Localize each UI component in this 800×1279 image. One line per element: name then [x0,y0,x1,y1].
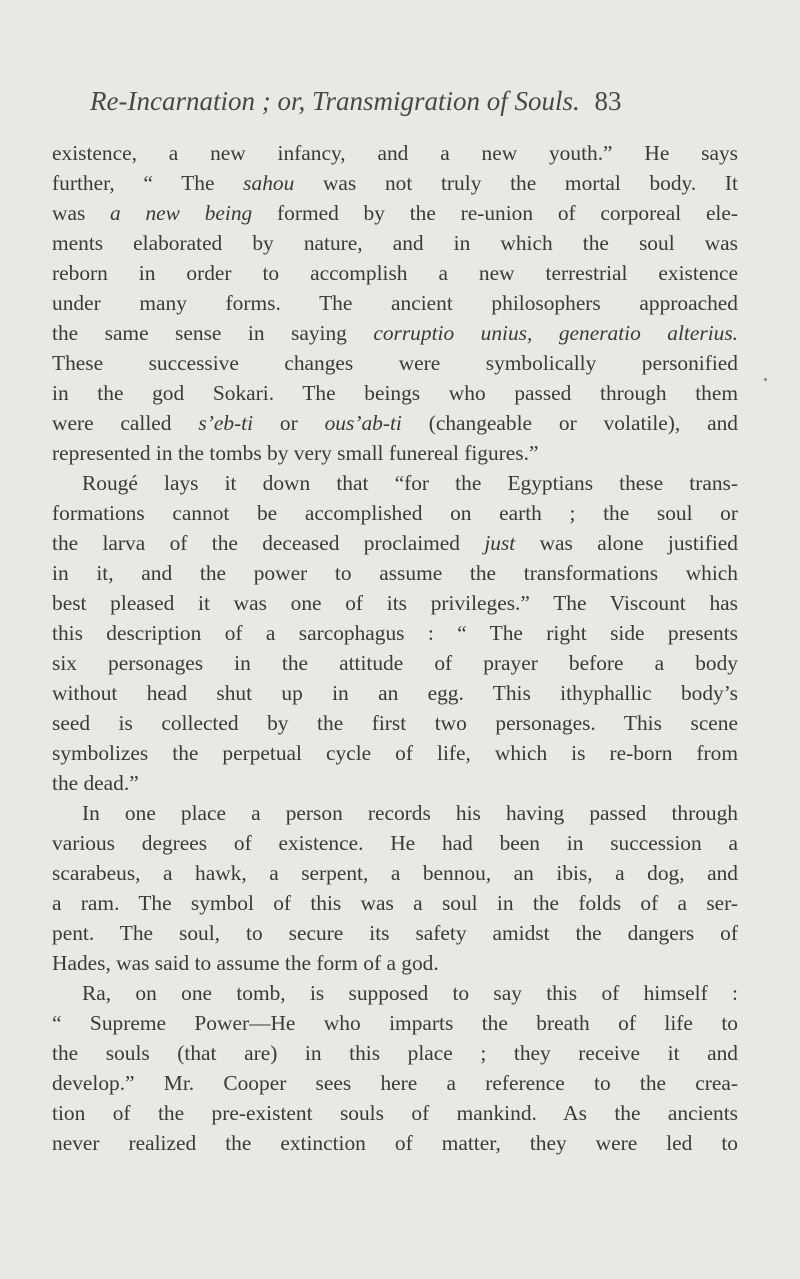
text-line: “ Supreme Power—He who imparts the breath of life to [52,1011,738,1035]
text-line: a ram. The symbol of this was a soul in the folds of a ser- [52,891,738,915]
text-line: reborn in order to accomplish a new terrestrial existence [52,261,738,285]
text-line: six personages in the attitude of prayer before a body [52,651,738,675]
text-line: never realized the extinction of matter, they were led to [52,1131,738,1155]
text-line: best pleased it was one of its privileges.” The Viscount has [52,591,738,615]
text-line: symbolizes the perpetual cycle of life, which is re-born from [52,741,738,765]
running-header [90,86,730,126]
body-text [52,138,738,1158]
text-line: were called s’eb-ti or ous’ab-ti (changeable or volatile), and [52,411,738,435]
text-line: various degrees of existence. He had been in succession a [52,831,738,855]
running-title: Re-Incarnation ; or, Transmigration of Souls. [90,86,580,116]
text-line: seed is collected by the first two personages. This scene [52,711,738,735]
text-line: Ra, on one tomb, is supposed to say this of himself : [82,981,738,1005]
text-line: was a new being formed by the re-union of corporeal ele- [52,201,738,225]
text-line: the larva of the deceased proclaimed just was alone justified [52,531,738,555]
paragraph-4 [52,978,738,1158]
paragraph-2 [52,468,738,798]
text-line: pent. The soul, to secure its safety amidst the dangers of [52,921,738,945]
text-line: the same sense in saying corruptio unius, generatio alterius. [52,321,739,345]
text-line: develop.” Mr. Cooper sees here a reference to the crea- [52,1071,738,1095]
text-line: scarabeus, a hawk, a serpent, a bennou, an ibis, a dog, and [52,861,738,885]
text-line: represented in the tombs by very small funereal figures.” [52,441,539,465]
page-number: 83 [594,86,622,116]
text-line: further, “ The sahou was not truly the mortal body. It [52,171,738,195]
paragraph-3 [52,798,738,978]
text-line: ments elaborated by nature, and in which the soul was [52,231,738,255]
text-line: existence, a new infancy, and a new youth.” He says [52,141,738,165]
text-line: under many forms. The ancient philosophers approached [52,291,738,315]
text-line: formations cannot be accomplished on earth ; the soul or [52,501,738,525]
text-line: the dead.” [52,771,139,795]
text-line: tion of the pre-existent souls of mankind. As the ancients [52,1101,738,1125]
text-line: without head shut up in an egg. This ithyphallic body’s [52,681,738,705]
paragraph-1 [52,138,738,468]
text-line: Rougé lays it down that “for the Egyptians these trans- [82,471,738,495]
text-line: in it, and the power to assume the transformations which [52,561,738,585]
text-line: These successive changes were symbolically personified [52,351,738,375]
margin-speck [764,378,767,381]
text-line: Hades, was said to assume the form of a god. [52,951,439,975]
text-line: the souls (that are) in this place ; they receive it and [52,1041,738,1065]
text-line: In one place a person records his having passed through [82,801,738,825]
text-line: this description of a sarcophagus : “ The right side presents [52,621,738,645]
text-line: in the god Sokari. The beings who passed through them [52,381,738,405]
